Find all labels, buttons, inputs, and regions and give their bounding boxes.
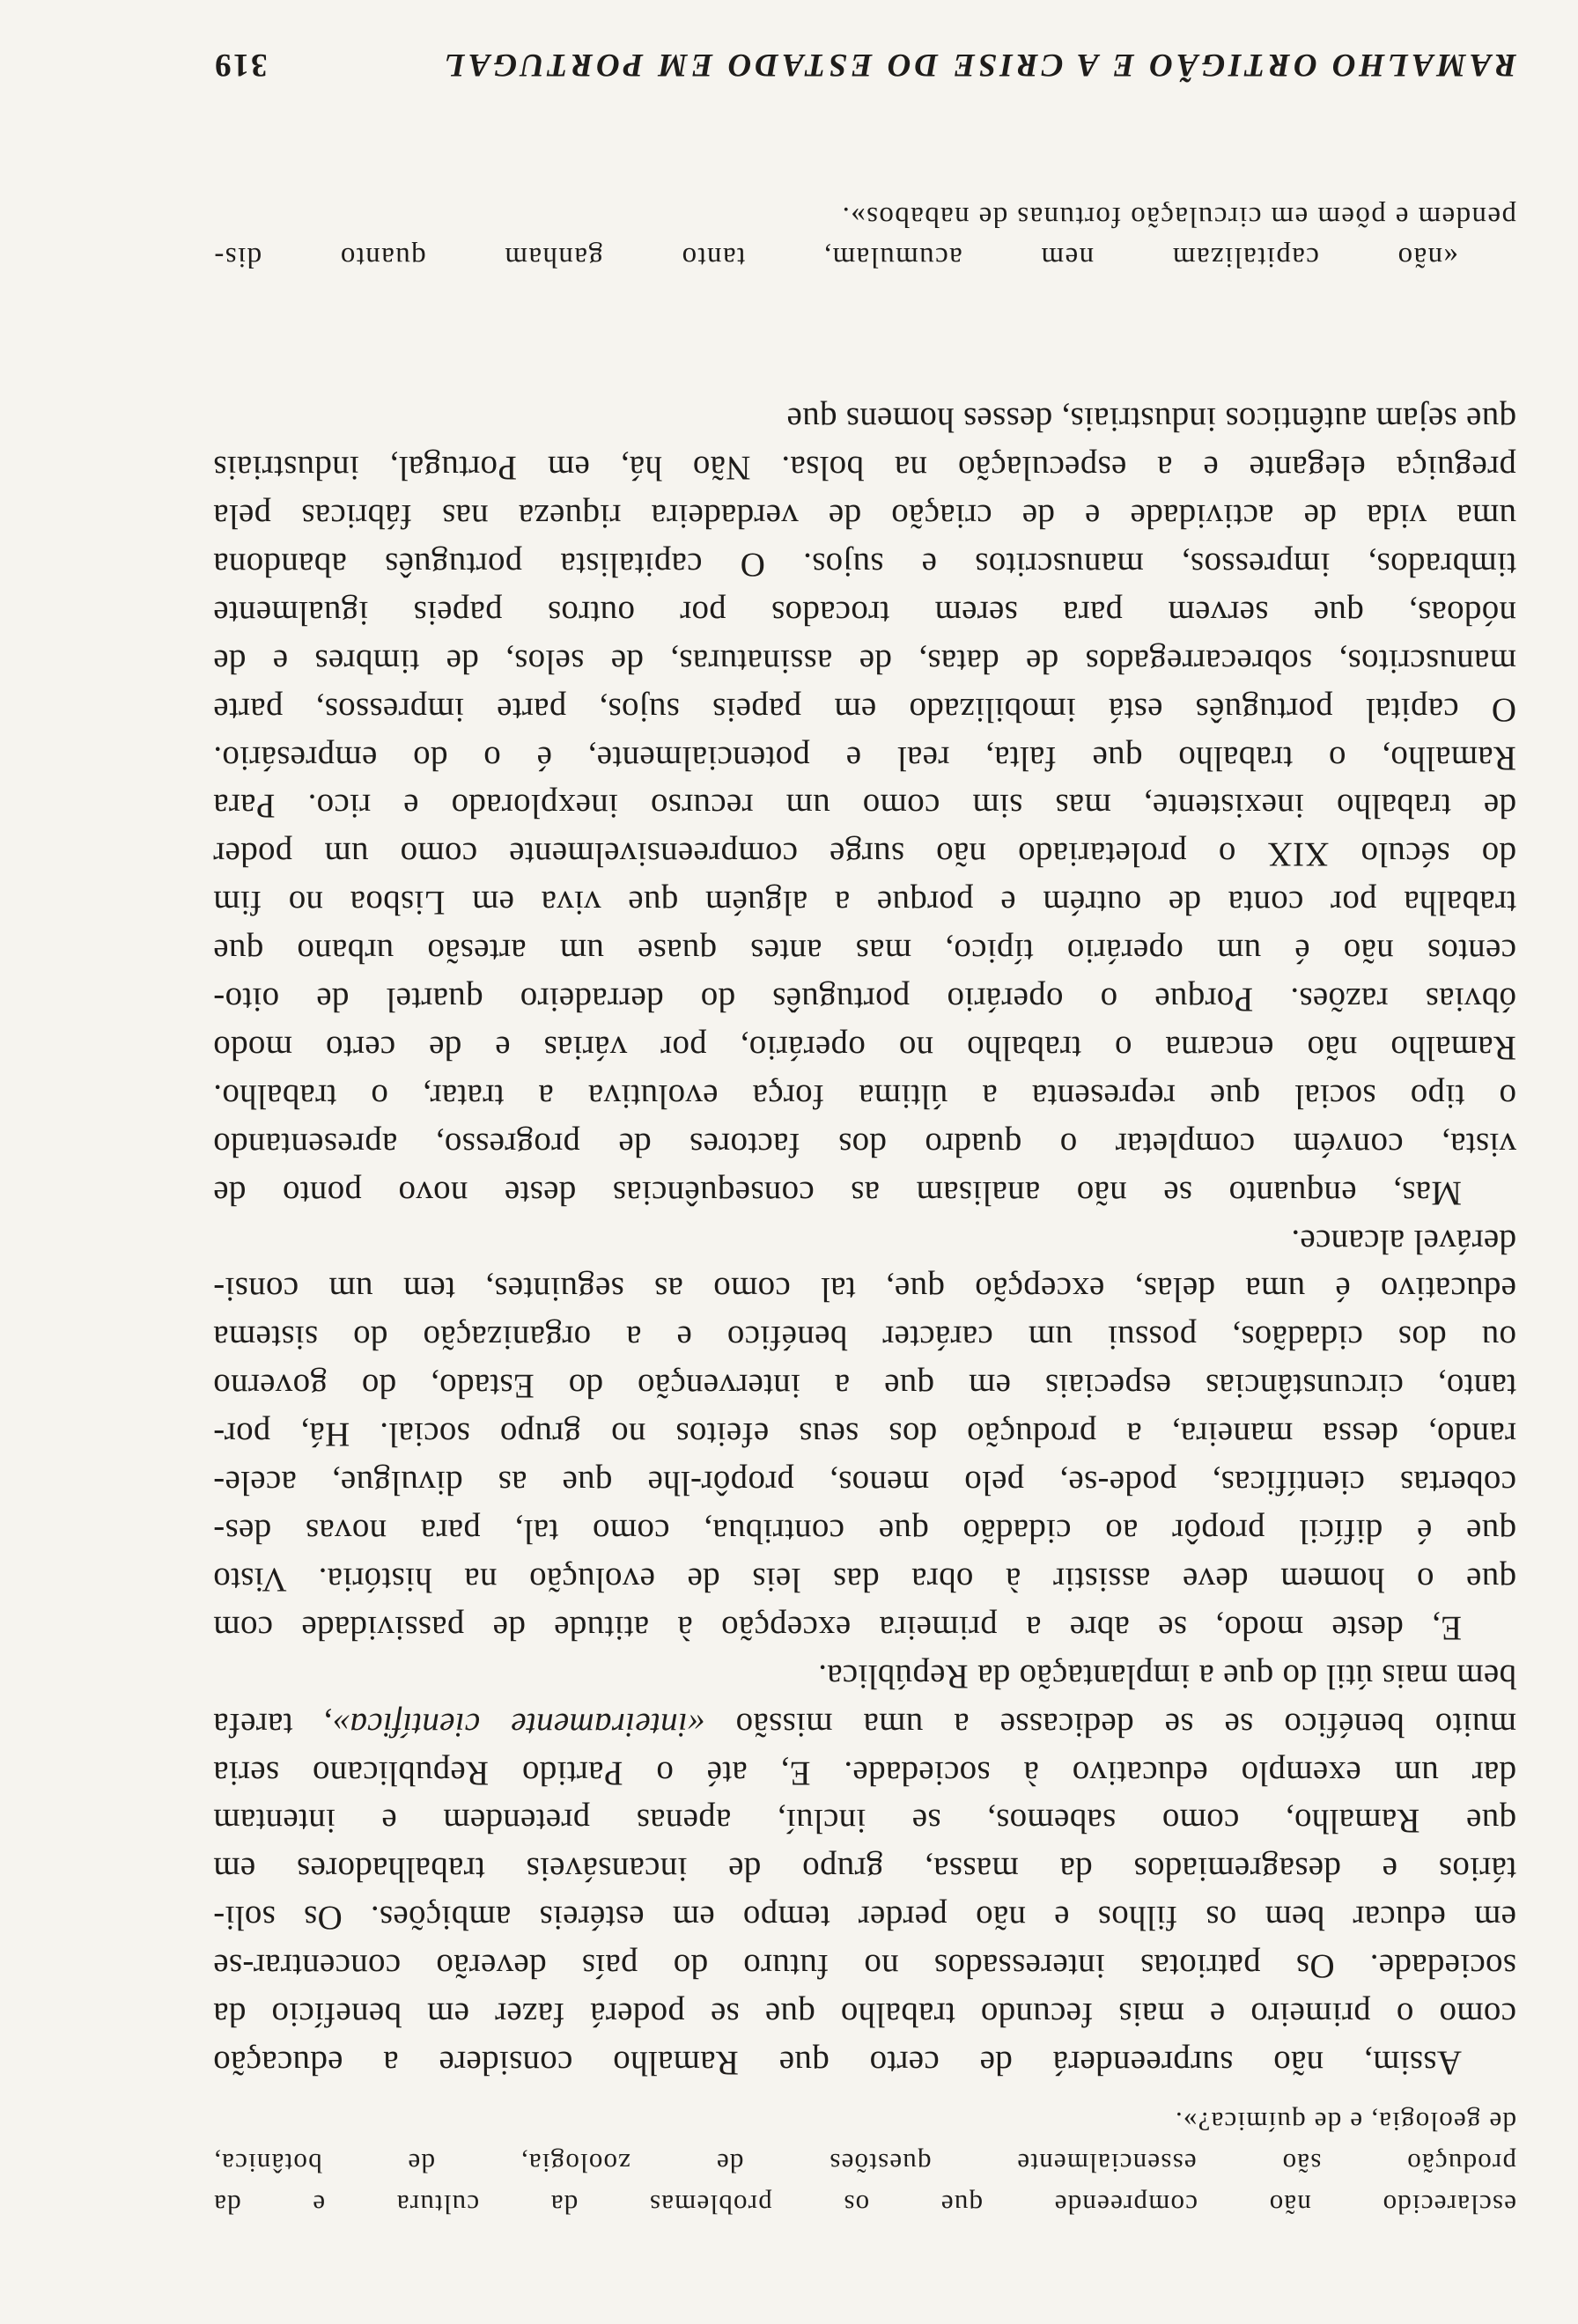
text-line: que o homem deve assistir à obra das leis de evolução na história. Visto xyxy=(213,1560,1516,1599)
text-line: Assim, não surpreenderá de certo que Ramalho considere a educação xyxy=(213,2044,1462,2082)
text-line: uma vida de actividade e de criação de verdadeira riqueza nas fábricas pela xyxy=(213,497,1516,535)
text-line: em educar bem os filhos e não perder tempo em estéreis ambições. Os soli- xyxy=(213,1899,1516,1938)
text-line: Ramalho, o trabalho que falta, real e potencialmente, é o do empresário. xyxy=(213,739,1516,777)
text-line: educativo é uma delas, excepção que, tal como as seguintes, tem um consi- xyxy=(213,1270,1516,1309)
text-line: preguiça elegante e a especulação na bolsa. Não há, em Portugal, industriais xyxy=(213,449,1516,488)
running-head xyxy=(213,46,1516,84)
text-line: óbvias razões. Porque o operário português do derradeiro quartel de oito- xyxy=(213,981,1516,1019)
text-line: muito benéfico se se dedicasse a uma missão «inteiramente científica», tarefa xyxy=(212,1705,1516,1744)
text-line: manuscritos, sobrecarregados de datas, de assinaturas, de selos, de timbres e de xyxy=(213,642,1516,680)
text-line: ou dos cidadãos, possui um carácter benéfico e a organização do sistema xyxy=(213,1319,1516,1357)
paragraph-1 xyxy=(213,1651,1516,2086)
text-line: nódoas, que servem para serem trocados por outros papeis igualmente xyxy=(213,593,1516,632)
text-line: como o primeiro e mais fecundo trabalho que se poderá fazer em benefício da xyxy=(213,1996,1516,2034)
text-line: E, deste modo, se abre a primeira excepção à atitude de passividade com xyxy=(213,1608,1462,1647)
text-line: que Ramalho, como sabemos, se incluí, apenas pretendem e intentam xyxy=(213,1802,1516,1841)
text-line: tanto, circunstâncias especiais em que a intervenção do Estado, do governo xyxy=(213,1367,1516,1406)
quote-continuation xyxy=(213,2101,1516,2225)
text-line: trabalha por conta de outrém e porque a alguém que viva em Lisboa no fim xyxy=(213,884,1516,923)
text-line: centos não é um operário típico, mas antes quase um artesão urbano que xyxy=(213,932,1516,971)
text-line: rando, dessa maneira, a produção dos seus efeitos no grupo social. Há, por- xyxy=(213,1416,1516,1454)
text-line: tários e desagremiados da massa, grupo de incansáveis trabalhadores em xyxy=(213,1850,1516,1889)
text-line: vista, convém completar o quadro dos factores de progresso, apresentando xyxy=(213,1125,1516,1164)
text-line: sociedade. Os patriotas interessados no futuro do país deverão concentrar-se xyxy=(213,1947,1516,1986)
text-line: que sejam autênticos industriais, desses homens que xyxy=(786,401,1516,439)
text-line: Ramalho não encarna o trabalho no operário, por várias e de certo modo xyxy=(213,1028,1516,1067)
text-line: cobertas científicas, pode-se, pelo menos, propôr-lhe que as divulgue, acele- xyxy=(213,1464,1516,1503)
text-line: bem mais útil do que a implantação da República. xyxy=(817,1657,1516,1695)
quote-line: pendem e põem em circulação fortunas de nababos». xyxy=(841,201,1516,232)
text-line-italic-phrase xyxy=(213,1700,1516,1748)
page-number: 319 xyxy=(213,47,268,83)
body-text xyxy=(213,394,1516,2086)
paragraph-2 xyxy=(213,1217,1516,1651)
text-line: que é difícil propôr ao cidadão que contribua, como tal, para novas des- xyxy=(213,1512,1516,1551)
text-line: dar um exemplo educativo à sociedade. E, até o Partido Republicano seria xyxy=(213,1754,1516,1792)
quote-line: esclarecido não compreende que os problemas da cultura e da xyxy=(213,2189,1516,2220)
quote-line: de geologia, e de química?». xyxy=(1174,2107,1516,2137)
text-line: do século XIX o proletariado não surge compreensivelmente como um poder xyxy=(213,835,1516,874)
text-line: timbrados, impressos, manuscritos e sujos. O capitalista português abandona xyxy=(213,545,1516,584)
text-line: de trabalho inexistente, mas sim como um recurso inexplorado e rico. Para xyxy=(213,787,1516,826)
italic-phrase: «inteiramente científica» xyxy=(332,1705,705,1744)
text-line: O capital português está imobilizado em papeis sujos, parte impressos, parte xyxy=(213,690,1516,729)
text-line: o tipo social que representa a última força evolutiva a tratar, o trabalho. xyxy=(213,1077,1516,1115)
block-quote xyxy=(213,196,1516,277)
text-line: derável alcance. xyxy=(1291,1222,1516,1261)
quote-line: «não capitalizam nem acumulam, tanto ganham quanto dis- xyxy=(213,241,1458,273)
text-line: Mas, enquanto se não analisam as consequências deste novo ponto de xyxy=(213,1173,1462,1212)
quote-line: produção são essencialmente questões de zoologia, de botânica, xyxy=(213,2148,1516,2179)
running-title: RAMALHO ORTIGÃO E A CRISE DO ESTADO EM PORTUGAL xyxy=(441,47,1516,83)
paragraph-3 xyxy=(213,394,1516,1216)
